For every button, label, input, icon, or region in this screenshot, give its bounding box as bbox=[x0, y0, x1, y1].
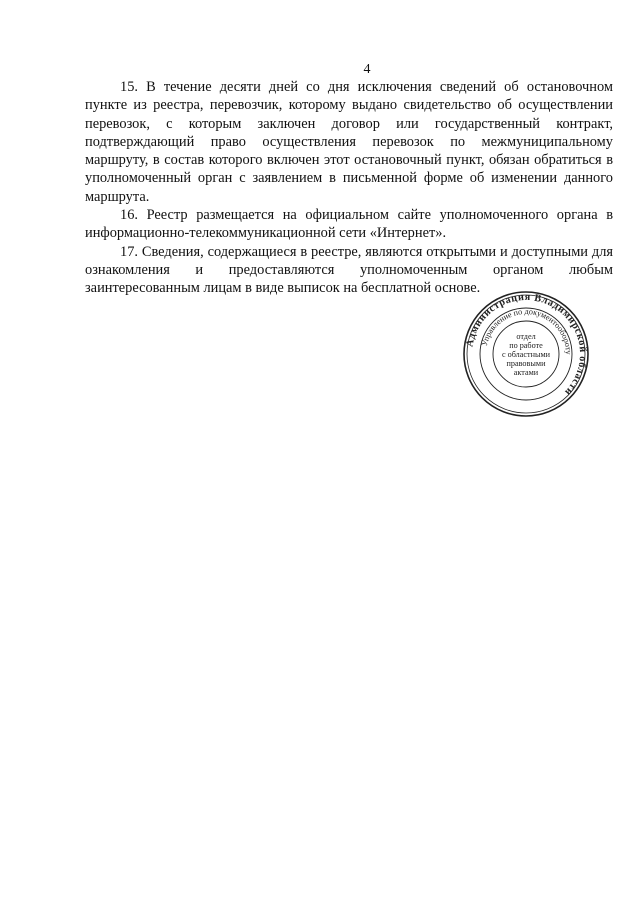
stamp-seal-graphic bbox=[462, 290, 590, 418]
stamp-outer-text: Администрация Владимирской области bbox=[464, 291, 589, 398]
official-stamp bbox=[462, 290, 590, 418]
stamp-inner-line: с областными bbox=[501, 350, 551, 359]
stamp-inner-lines bbox=[502, 332, 551, 377]
paragraph-17: 17. Сведения, содержащиеся в реестре, являются открытыми и доступными для ознакомления и предоставляются уполномоченным органом любым заинтересованным лицам в виде выписок на бесплатной основе. bbox=[85, 243, 613, 297]
stamp-inner-line: по работе bbox=[509, 341, 543, 350]
stamp-middle-text: Управление по документообороту bbox=[479, 306, 574, 355]
paragraph-16: 16. Реестр размещается на официальном сайте уполномоченного органа в информационно-телекоммуникационной сети «Интернет». bbox=[85, 207, 613, 242]
document-body bbox=[85, 78, 613, 298]
page-number: 4 bbox=[363, 62, 371, 77]
stamp-inner-line: правовыми bbox=[506, 359, 546, 368]
stamp-inner-line: отдел bbox=[516, 332, 536, 341]
stamp-inner-line: актами bbox=[513, 368, 539, 377]
paragraph-15: 15. В течение десяти дней со дня исключения сведений об остановочном пункте из реестра, перевозчик, которому выдано свидетельство об осуществлении перевозок, с которым заключен договор или государственный контракт, подтверждающий право осуществления перевозок по межмуниципальному маршруту, в состав которого включен этот остановочный пункт, обязан обратиться в уполномоченный орган с заявлением в письменной форме об изменении данного маршрута. bbox=[85, 79, 613, 205]
